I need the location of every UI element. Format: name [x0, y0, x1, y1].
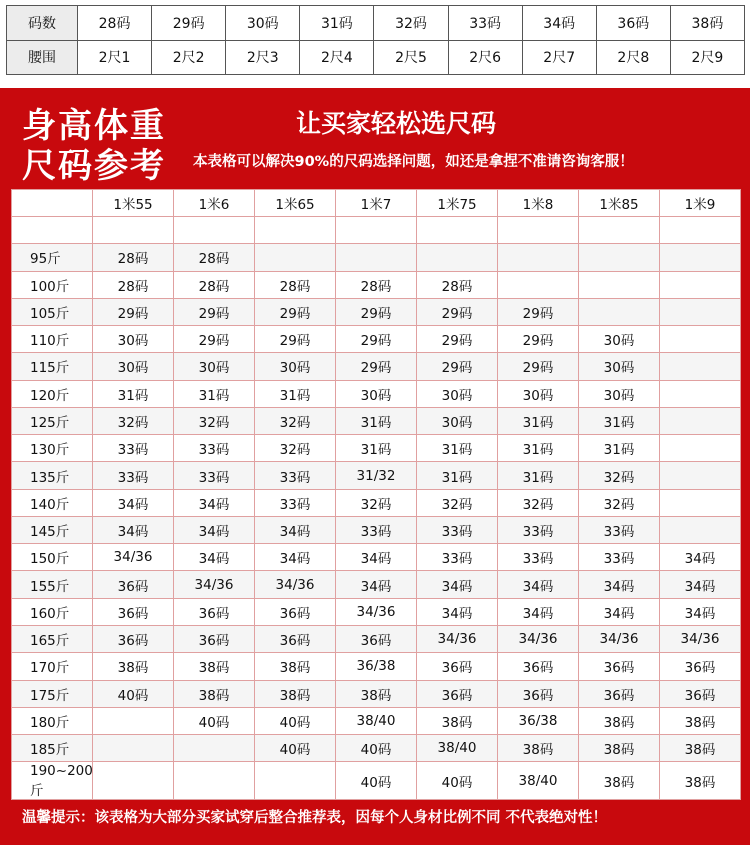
weight-label: 145斤 — [12, 516, 93, 543]
waist-cell: 2尺5 — [374, 40, 448, 75]
size-recommendation-cell: 36码 — [417, 680, 498, 707]
size-recommendation-cell: 34码 — [498, 598, 579, 625]
size-recommendation-cell — [255, 762, 336, 800]
waist-cell: 2尺8 — [596, 40, 670, 75]
weight-label: 180斤 — [12, 707, 93, 734]
waist-cell: 2尺4 — [300, 40, 374, 75]
size-recommendation-cell: 38/40 — [417, 735, 498, 762]
size-recommendation-cell: 32码 — [174, 407, 255, 434]
size-recommendation-cell: 38码 — [255, 653, 336, 680]
size-recommendation-cell — [579, 217, 660, 244]
size-recommendation-cell: 36码 — [255, 598, 336, 625]
size-recommendation-cell — [660, 380, 741, 407]
size-recommendation-cell: 36码 — [336, 625, 417, 652]
size-recommendation-cell — [660, 489, 741, 516]
size-recommendation-cell — [174, 217, 255, 244]
size-recommendation-cell: 28码 — [255, 271, 336, 298]
size-recommendation-cell: 40码 — [93, 680, 174, 707]
height-header: 1米8 — [498, 190, 579, 217]
size-recommendation-cell: 31码 — [579, 435, 660, 462]
size-recommendation-cell — [174, 735, 255, 762]
size-recommendation-cell: 36码 — [93, 598, 174, 625]
banner-title-line1: 身高体重 — [22, 106, 166, 146]
waist-cell: 2尺9 — [670, 40, 744, 75]
size-cell: 31码 — [300, 6, 374, 41]
footer-note: 温馨提示：该表格为大部分买家试穿后整合推荐表，因每个人身材比例不同 不代表绝对性！ — [22, 810, 608, 826]
weight-label: 160斤 — [12, 598, 93, 625]
chart-row — [12, 271, 741, 298]
size-recommendation-cell — [93, 707, 174, 734]
size-recommendation-cell — [579, 244, 660, 271]
chart-row — [12, 598, 741, 625]
height-header: 1米7 — [336, 190, 417, 217]
size-recommendation-cell: 38码 — [579, 735, 660, 762]
size-recommendation-cell: 34码 — [174, 516, 255, 543]
chart-row — [12, 435, 741, 462]
size-recommendation-cell — [498, 217, 579, 244]
size-recommendation-cell: 34/36 — [336, 598, 417, 625]
weight-label — [12, 217, 93, 244]
weight-label: 175斤 — [12, 680, 93, 707]
size-recommendation-cell: 38码 — [498, 735, 579, 762]
size-recommendation-cell — [93, 735, 174, 762]
size-recommendation-cell: 34/36 — [417, 625, 498, 652]
size-recommendation-cell: 38码 — [255, 680, 336, 707]
size-recommendation-cell: 36/38 — [498, 707, 579, 734]
height-header: 1米85 — [579, 190, 660, 217]
size-recommendation-cell: 34/36 — [93, 544, 174, 571]
size-recommendation-cell: 34码 — [174, 544, 255, 571]
size-recommendation-cell — [660, 516, 741, 543]
size-recommendation-cell: 30码 — [336, 380, 417, 407]
size-recommendation-cell — [579, 298, 660, 325]
size-recommendation-cell: 36码 — [93, 571, 174, 598]
size-recommendation-cell: 29码 — [498, 326, 579, 353]
size-recommendation-cell — [660, 435, 741, 462]
size-recommendation-cell: 36码 — [660, 680, 741, 707]
weight-label: 190~200斤 — [12, 762, 93, 800]
weight-label: 165斤 — [12, 625, 93, 652]
size-recommendation-cell: 28码 — [417, 271, 498, 298]
size-recommendation-cell: 30码 — [93, 326, 174, 353]
size-cell: 30码 — [226, 6, 300, 41]
size-recommendation-cell — [255, 217, 336, 244]
chart-row — [12, 707, 741, 734]
size-recommendation-cell: 33码 — [93, 435, 174, 462]
size-cell: 29码 — [152, 6, 226, 41]
weight-label: 115斤 — [12, 353, 93, 380]
weight-label: 150斤 — [12, 544, 93, 571]
size-recommendation-cell: 38/40 — [498, 762, 579, 800]
size-recommendation-cell: 40码 — [255, 735, 336, 762]
size-recommendation-cell: 29码 — [336, 326, 417, 353]
waist-cell: 2尺2 — [152, 40, 226, 75]
size-recommendation-cell: 34码 — [255, 516, 336, 543]
size-recommendation-cell: 29码 — [417, 326, 498, 353]
size-row-header: 码数 — [7, 6, 78, 41]
size-recommendation-cell: 36码 — [93, 625, 174, 652]
size-recommendation-cell: 38码 — [579, 762, 660, 800]
size-recommendation-cell: 31码 — [336, 407, 417, 434]
height-header: 1米9 — [660, 190, 741, 217]
size-recommendation-cell: 30码 — [498, 380, 579, 407]
size-recommendation-cell: 30码 — [93, 353, 174, 380]
size-recommendation-cell: 31码 — [336, 435, 417, 462]
size-recommendation-cell: 29码 — [417, 298, 498, 325]
size-recommendation-cell — [336, 244, 417, 271]
banner-title-line2: 尺码参考 — [22, 146, 166, 186]
size-recommendation-cell: 34码 — [660, 598, 741, 625]
weight-label: 140斤 — [12, 489, 93, 516]
size-recommendation-cell — [174, 762, 255, 800]
height-header: 1米65 — [255, 190, 336, 217]
size-cell: 32码 — [374, 6, 448, 41]
size-recommendation-cell: 38码 — [417, 707, 498, 734]
banner-description: 本表格可以解决90%的尺码选择问题，如还是拿捏不准请咨询客服！ — [193, 154, 634, 170]
size-recommendation-cell — [93, 762, 174, 800]
size-recommendation-cell: 38码 — [336, 680, 417, 707]
size-recommendation-cell — [579, 271, 660, 298]
size-recommendation-cell: 29码 — [174, 298, 255, 325]
size-recommendation-cell: 29码 — [498, 353, 579, 380]
size-recommendation-cell: 29码 — [417, 353, 498, 380]
size-recommendation-cell: 31码 — [417, 462, 498, 489]
banner-subtitle: 让买家轻松选尺码 — [296, 109, 497, 138]
weight-label: 95斤 — [12, 244, 93, 271]
size-recommendation-cell: 36码 — [498, 653, 579, 680]
height-weight-size-chart — [11, 189, 741, 800]
waist-cell: 2尺7 — [522, 40, 596, 75]
waist-row — [7, 40, 745, 75]
size-recommendation-cell: 28码 — [174, 271, 255, 298]
size-recommendation-cell: 40码 — [336, 762, 417, 800]
chart-row — [12, 462, 741, 489]
size-recommendation-cell: 40码 — [336, 735, 417, 762]
weight-label: 130斤 — [12, 435, 93, 462]
size-recommendation-cell — [660, 271, 741, 298]
waist-row-header: 腰围 — [7, 40, 78, 75]
size-recommendation-cell: 36码 — [579, 653, 660, 680]
weight-label: 105斤 — [12, 298, 93, 325]
size-recommendation-cell: 34码 — [660, 544, 741, 571]
size-recommendation-cell: 38码 — [660, 707, 741, 734]
size-recommendation-cell: 32码 — [255, 407, 336, 434]
size-recommendation-cell — [336, 217, 417, 244]
size-recommendation-cell: 28码 — [174, 244, 255, 271]
size-recommendation-cell: 33码 — [255, 462, 336, 489]
size-recommendation-cell: 38码 — [93, 653, 174, 680]
size-recommendation-cell: 28码 — [336, 271, 417, 298]
weight-label: 120斤 — [12, 380, 93, 407]
weight-label: 100斤 — [12, 271, 93, 298]
weight-label: 170斤 — [12, 653, 93, 680]
size-recommendation-cell — [660, 407, 741, 434]
size-recommendation-cell: 31码 — [498, 435, 579, 462]
size-recommendation-cell — [660, 244, 741, 271]
size-recommendation-cell: 29码 — [255, 326, 336, 353]
size-recommendation-cell: 36码 — [255, 625, 336, 652]
size-recommendation-cell: 33码 — [498, 516, 579, 543]
chart-row — [12, 625, 741, 652]
size-cell: 38码 — [670, 6, 744, 41]
chart-row — [12, 762, 741, 800]
size-recommendation-cell: 34码 — [336, 544, 417, 571]
size-recommendation-cell: 34码 — [93, 516, 174, 543]
size-recommendation-cell: 33码 — [417, 544, 498, 571]
size-recommendation-cell — [255, 244, 336, 271]
size-recommendation-cell: 36码 — [660, 653, 741, 680]
size-recommendation-cell — [660, 298, 741, 325]
size-recommendation-cell: 34码 — [579, 571, 660, 598]
size-recommendation-cell: 34码 — [417, 571, 498, 598]
size-recommendation-cell: 29码 — [336, 298, 417, 325]
size-recommendation-cell: 32码 — [336, 489, 417, 516]
size-recommendation-cell: 30码 — [579, 326, 660, 353]
size-recommendation-cell: 30码 — [417, 407, 498, 434]
size-recommendation-cell: 36码 — [498, 680, 579, 707]
size-recommendation-cell: 33码 — [498, 544, 579, 571]
size-recommendation-cell — [417, 244, 498, 271]
size-recommendation-cell: 34/36 — [255, 571, 336, 598]
size-recommendation-cell — [93, 217, 174, 244]
size-recommendation-cell: 34/36 — [579, 625, 660, 652]
size-recommendation-cell: 31码 — [174, 380, 255, 407]
size-recommendation-cell: 34码 — [579, 598, 660, 625]
waist-cell: 2尺1 — [78, 40, 152, 75]
size-recommendation-cell: 29码 — [93, 298, 174, 325]
size-recommendation-cell: 32码 — [498, 489, 579, 516]
size-recommendation-cell: 36码 — [174, 625, 255, 652]
chart-row — [12, 217, 741, 244]
size-recommendation-cell: 29码 — [255, 298, 336, 325]
size-recommendation-cell: 31码 — [579, 407, 660, 434]
size-recommendation-cell: 40码 — [255, 707, 336, 734]
chart-row — [12, 298, 741, 325]
size-recommendation-cell — [660, 353, 741, 380]
weight-label: 135斤 — [12, 462, 93, 489]
size-recommendation-cell: 31码 — [417, 435, 498, 462]
waist-cell: 2尺3 — [226, 40, 300, 75]
size-recommendation-cell: 38/40 — [336, 707, 417, 734]
size-recommendation-cell: 34码 — [93, 489, 174, 516]
size-recommendation-cell: 29码 — [498, 298, 579, 325]
size-recommendation-cell: 34/36 — [174, 571, 255, 598]
size-recommendation-cell: 36码 — [579, 680, 660, 707]
weight-label: 155斤 — [12, 571, 93, 598]
size-recommendation-cell: 33码 — [336, 516, 417, 543]
size-row — [7, 6, 745, 41]
size-cell: 33码 — [448, 6, 522, 41]
size-recommendation-cell: 36/38 — [336, 653, 417, 680]
size-recommendation-cell: 30码 — [174, 353, 255, 380]
size-recommendation-cell: 30码 — [417, 380, 498, 407]
size-recommendation-cell: 34码 — [336, 571, 417, 598]
size-recommendation-cell: 34码 — [660, 571, 741, 598]
chart-header-row — [12, 190, 741, 217]
chart-row — [12, 326, 741, 353]
chart-row — [12, 244, 741, 271]
chart-row — [12, 380, 741, 407]
size-recommendation-cell: 34码 — [417, 598, 498, 625]
size-recommendation-cell: 30码 — [579, 380, 660, 407]
height-header: 1米6 — [174, 190, 255, 217]
height-header: 1米55 — [93, 190, 174, 217]
size-recommendation-cell — [660, 217, 741, 244]
size-recommendation-cell: 34/36 — [660, 625, 741, 652]
size-recommendation-cell — [660, 326, 741, 353]
waist-cell: 2尺6 — [448, 40, 522, 75]
size-recommendation-cell: 32码 — [579, 489, 660, 516]
chart-row — [12, 571, 741, 598]
weight-label: 185斤 — [12, 735, 93, 762]
chart-row — [12, 735, 741, 762]
chart-row — [12, 489, 741, 516]
size-recommendation-cell: 33码 — [255, 489, 336, 516]
chart-corner-cell — [12, 190, 93, 217]
size-recommendation-cell: 28码 — [93, 244, 174, 271]
size-recommendation-cell: 33码 — [579, 516, 660, 543]
size-recommendation-cell: 36码 — [417, 653, 498, 680]
size-cell: 36码 — [596, 6, 670, 41]
size-recommendation-cell: 34码 — [174, 489, 255, 516]
size-recommendation-cell: 31码 — [498, 407, 579, 434]
size-recommendation-cell: 33码 — [174, 462, 255, 489]
size-recommendation-cell: 40码 — [174, 707, 255, 734]
size-recommendation-cell: 38码 — [174, 653, 255, 680]
size-cell: 34码 — [522, 6, 596, 41]
size-recommendation-cell: 38码 — [579, 707, 660, 734]
size-recommendation-cell: 31码 — [255, 380, 336, 407]
chart-row — [12, 407, 741, 434]
size-recommendation-cell — [417, 217, 498, 244]
size-waist-table — [6, 5, 745, 75]
size-recommendation-cell: 30码 — [579, 353, 660, 380]
size-recommendation-cell: 33码 — [93, 462, 174, 489]
size-recommendation-cell: 32码 — [93, 407, 174, 434]
chart-row — [12, 353, 741, 380]
size-recommendation-cell: 31码 — [93, 380, 174, 407]
size-recommendation-cell: 32码 — [255, 435, 336, 462]
size-recommendation-cell: 33码 — [579, 544, 660, 571]
size-recommendation-cell — [660, 462, 741, 489]
size-recommendation-cell: 30码 — [255, 353, 336, 380]
size-recommendation-cell — [498, 244, 579, 271]
size-recommendation-cell: 29码 — [174, 326, 255, 353]
size-recommendation-cell: 34/36 — [498, 625, 579, 652]
chart-row — [12, 653, 741, 680]
size-recommendation-cell — [498, 271, 579, 298]
size-recommendation-cell: 31/32 — [336, 462, 417, 489]
weight-label: 125斤 — [12, 407, 93, 434]
size-recommendation-cell: 32码 — [579, 462, 660, 489]
size-recommendation-cell: 34码 — [498, 571, 579, 598]
size-recommendation-cell: 38码 — [660, 735, 741, 762]
chart-row — [12, 544, 741, 571]
size-recommendation-cell: 38码 — [660, 762, 741, 800]
height-header: 1米75 — [417, 190, 498, 217]
size-recommendation-cell: 34码 — [255, 544, 336, 571]
size-recommendation-cell: 38码 — [174, 680, 255, 707]
chart-row — [12, 680, 741, 707]
size-cell: 28码 — [78, 6, 152, 41]
size-recommendation-cell: 40码 — [417, 762, 498, 800]
size-recommendation-cell: 33码 — [174, 435, 255, 462]
size-recommendation-cell: 31码 — [498, 462, 579, 489]
weight-label: 110斤 — [12, 326, 93, 353]
size-recommendation-cell: 28码 — [93, 271, 174, 298]
chart-row — [12, 516, 741, 543]
size-recommendation-cell: 36码 — [174, 598, 255, 625]
size-recommendation-cell: 32码 — [417, 489, 498, 516]
size-recommendation-cell: 29码 — [336, 353, 417, 380]
size-recommendation-cell: 33码 — [417, 516, 498, 543]
